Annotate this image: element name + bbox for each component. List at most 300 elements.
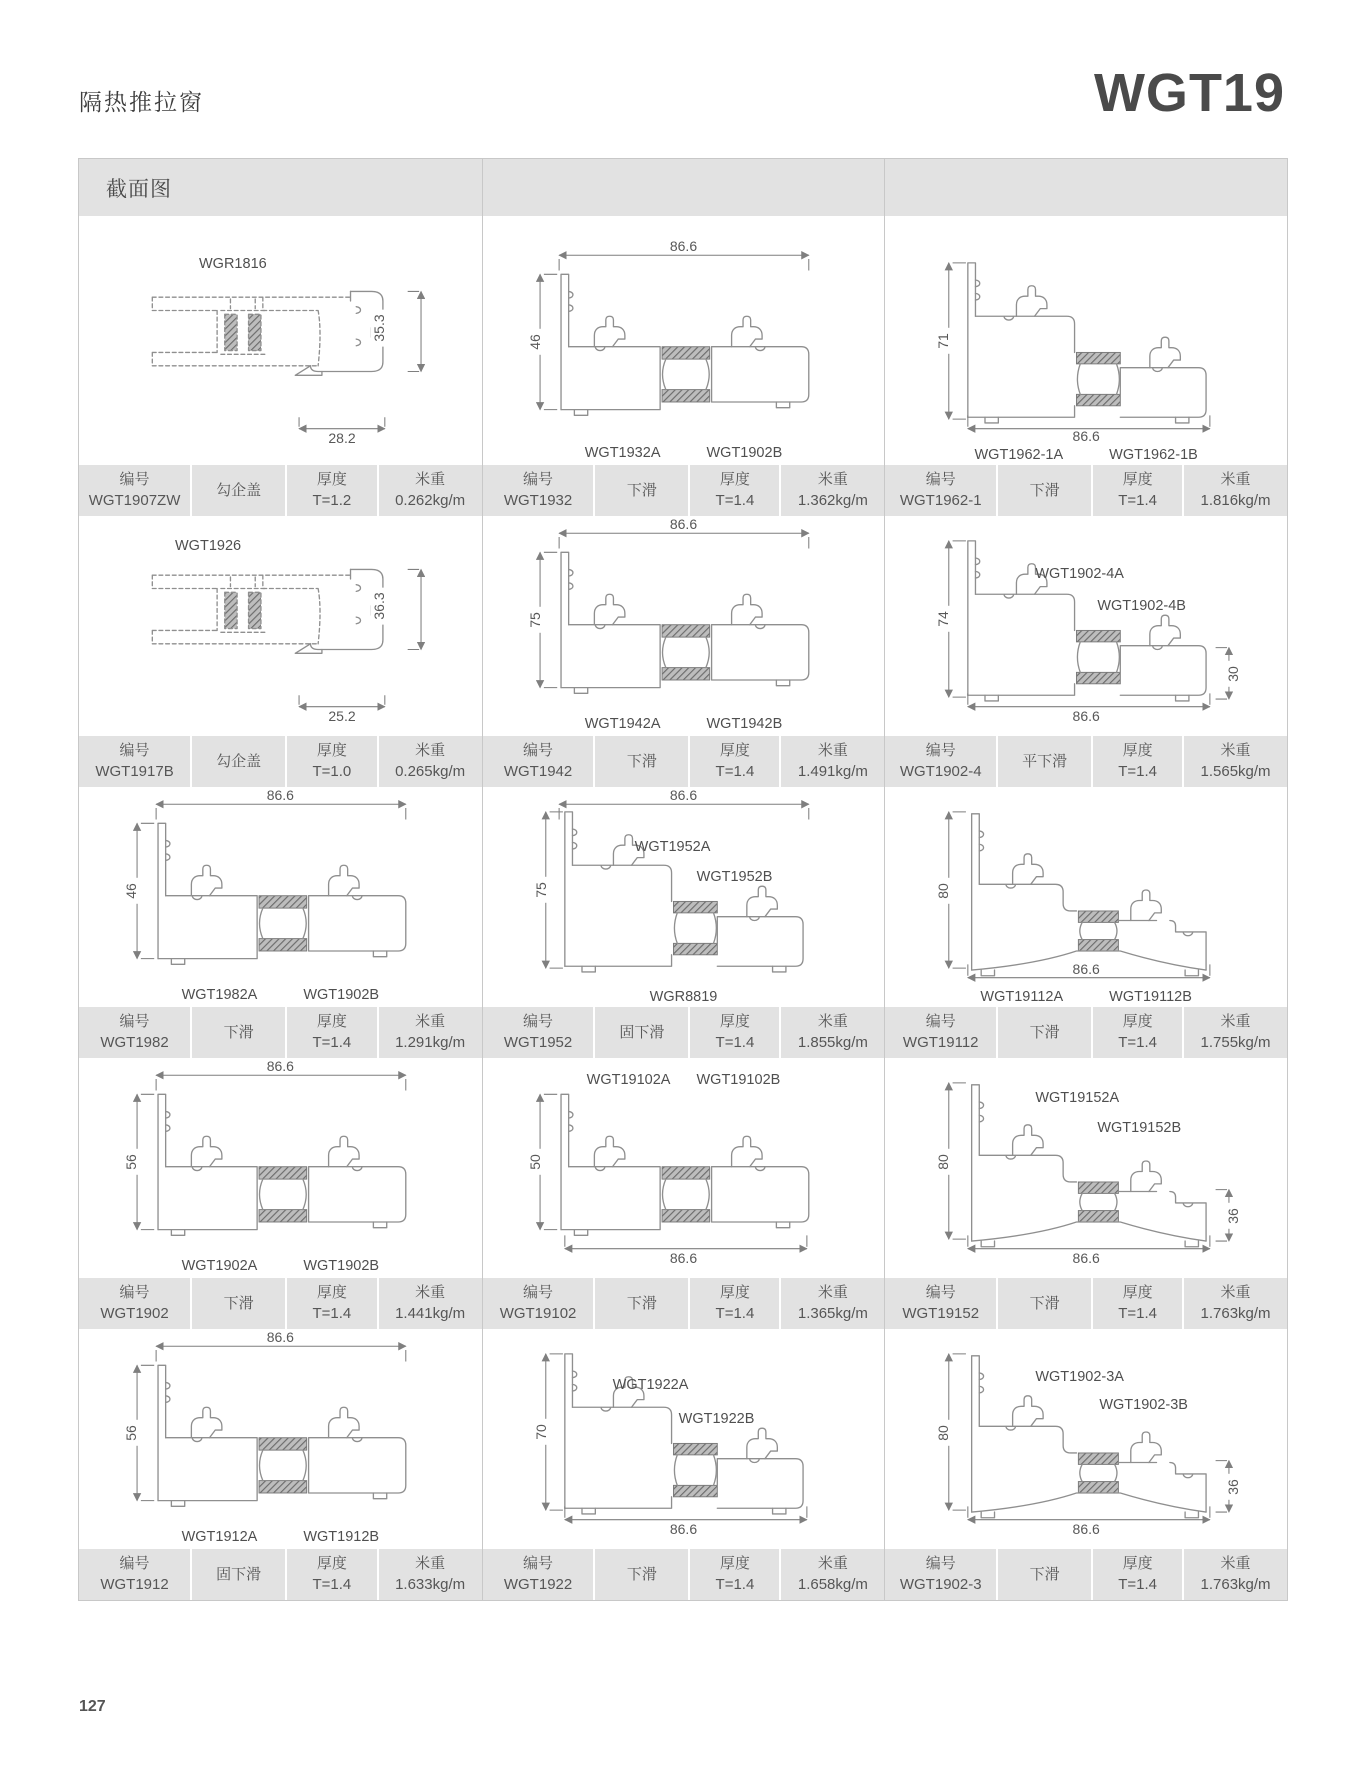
dim-top-value: 86.6 — [669, 787, 698, 803]
spec-thickness-header: 厚度 — [1122, 1013, 1153, 1030]
spec-weight-header: 米重 — [415, 1284, 446, 1301]
spec-weight-cell — [781, 465, 884, 516]
spec-thickness-value: T=1.4 — [312, 1034, 352, 1051]
profile-drawing — [924, 1331, 1248, 1531]
section-header: 截面图 — [106, 177, 172, 201]
catalog-row — [79, 216, 1287, 516]
dim-line-left — [949, 263, 966, 419]
spec-name-cell — [595, 1278, 688, 1329]
spec-weight-header: 米重 — [1220, 1555, 1251, 1572]
catalog-row — [79, 1329, 1287, 1600]
part-label: WGT1926 — [175, 538, 242, 554]
spec-code-value: WGT19102 — [499, 1305, 577, 1322]
spec-code-cell — [885, 736, 996, 787]
spec-table — [885, 1005, 1287, 1058]
spec-code-header: 编号 — [523, 1555, 554, 1572]
part-label-b: WGT1942B — [706, 716, 783, 732]
spec-weight-value: 0.265kg/m — [395, 763, 466, 780]
spec-weight-header: 米重 — [415, 742, 446, 759]
spec-weight-value: 0.262kg/m — [395, 492, 466, 509]
spec-thickness-header: 厚度 — [316, 1013, 347, 1030]
spec-weight-cell — [379, 1549, 482, 1600]
spec-thickness-cell — [690, 1549, 779, 1600]
spec-table — [885, 1276, 1287, 1329]
spec-code-header: 编号 — [119, 471, 150, 488]
section-diagram — [885, 787, 1287, 1005]
dim-line-top — [156, 1075, 406, 1090]
catalog-cell-wgt1902-4 — [884, 516, 1287, 787]
profile-drawing — [521, 240, 845, 440]
profile-drawing — [118, 789, 442, 989]
spec-code-value: WGT1942 — [503, 763, 573, 780]
spec-code-value: WGT1912 — [100, 1576, 169, 1593]
spec-code-header: 编号 — [523, 742, 554, 759]
spec-weight-cell — [379, 465, 482, 516]
dim-left-value: 50 — [527, 1149, 543, 1175]
catalog-cell-wgt1917b — [79, 516, 482, 787]
spec-code-header: 编号 — [925, 742, 956, 759]
spec-name-cell — [998, 1007, 1091, 1058]
spec-thickness-value: T=1.4 — [1118, 763, 1157, 780]
spec-name-value: 下滑 — [626, 1294, 657, 1312]
spec-table — [885, 734, 1287, 787]
spec-code-cell — [79, 1549, 190, 1600]
grid-header-cell — [79, 159, 482, 216]
spec-code-cell — [885, 1278, 996, 1329]
spec-name-value: 下滑 — [626, 1565, 657, 1583]
part-label-b: WGT1922B — [678, 1411, 755, 1427]
spec-name-value: 下滑 — [1029, 1565, 1060, 1583]
spec-table — [79, 463, 482, 516]
catalog-cell-wgt1907zw — [79, 216, 482, 516]
spec-table — [79, 1005, 482, 1058]
spec-thickness-cell — [690, 1007, 779, 1058]
section-diagram — [483, 216, 885, 463]
profile-outline — [562, 1094, 810, 1235]
spec-weight-header: 米重 — [415, 1555, 446, 1572]
spec-table — [483, 463, 885, 516]
part-label-a: WGT1932A — [584, 445, 661, 461]
dim-line-top — [156, 804, 406, 819]
catalog-row — [79, 787, 1287, 1058]
dim-left-value: 75 — [533, 877, 549, 903]
spec-thickness-value: T=1.4 — [1118, 1305, 1157, 1322]
spec-thickness-header: 厚度 — [316, 1555, 347, 1572]
spec-weight-cell — [379, 736, 482, 787]
spec-thickness-cell — [690, 1278, 779, 1329]
dim-left-value: 56 — [123, 1420, 139, 1446]
section-diagram — [483, 1329, 885, 1547]
spec-weight-value: 1.755kg/m — [1200, 1034, 1271, 1051]
spec-weight-header: 米重 — [1220, 742, 1251, 759]
model-code: WGT19 — [1093, 63, 1285, 123]
spec-weight-cell — [781, 1549, 884, 1600]
spec-weight-value: 1.855kg/m — [797, 1034, 868, 1051]
grid-header-cell — [884, 159, 1287, 216]
spec-weight-cell — [1184, 1278, 1287, 1329]
spec-weight-value: 1.291kg/m — [395, 1034, 466, 1051]
spec-weight-cell — [781, 1278, 884, 1329]
part-label-b: WGT19112B — [1109, 989, 1192, 1005]
part-labels — [483, 716, 885, 732]
spec-table — [79, 734, 482, 787]
spec-weight-cell — [781, 1007, 884, 1058]
profile-drawing — [118, 1060, 442, 1260]
spec-thickness-value: T=1.4 — [715, 1576, 755, 1593]
spec-thickness-value: T=1.4 — [1118, 1034, 1157, 1051]
part-label: WGR1816 — [199, 256, 267, 272]
spec-table — [79, 1276, 482, 1329]
part-label-b: WGT1952B — [696, 869, 773, 885]
spec-table — [483, 1276, 885, 1329]
dim-line-right — [408, 291, 421, 371]
profile-outline — [158, 1365, 406, 1506]
spec-thickness-cell — [287, 1549, 376, 1600]
spec-table — [483, 1005, 885, 1058]
spec-code-header: 编号 — [925, 471, 956, 488]
spec-name-value: 下滑 — [1029, 1294, 1060, 1312]
spec-code-header: 编号 — [119, 742, 150, 759]
spec-table — [885, 463, 1287, 516]
dim-right-value: 36 — [1225, 1203, 1241, 1229]
spec-code-header: 编号 — [119, 1284, 150, 1301]
spec-code-header: 编号 — [523, 471, 554, 488]
part-labels — [79, 1529, 482, 1545]
spec-thickness-header: 厚度 — [719, 471, 750, 488]
dim-right-value: 30 — [1225, 661, 1241, 687]
section-diagram — [885, 1058, 1287, 1276]
dim-line-left — [137, 1365, 154, 1500]
spec-weight-header: 米重 — [1220, 1013, 1251, 1030]
dim-top-value: 86.6 — [266, 787, 294, 803]
spec-weight-value: 1.362kg/m — [797, 492, 868, 509]
part-label-a: WGT1952A — [634, 839, 711, 855]
dim-left-value: 80 — [935, 1420, 951, 1446]
spec-thickness-header: 厚度 — [316, 742, 347, 759]
spec-weight-header: 米重 — [817, 1284, 848, 1301]
spec-code-value: WGT1902-3 — [899, 1576, 982, 1593]
spec-thickness-value: T=1.4 — [715, 1305, 755, 1322]
dim-line-bottom — [565, 1235, 807, 1248]
spec-thickness-value: T=1.4 — [715, 763, 755, 780]
dim-bottom-value: 86.6 — [1072, 1521, 1100, 1537]
spec-thickness-header: 厚度 — [719, 1013, 750, 1030]
spec-name-value: 下滑 — [223, 1294, 254, 1312]
dim-line-left — [137, 823, 154, 958]
spec-code-header: 编号 — [119, 1555, 150, 1572]
spec-thickness-value: T=1.0 — [312, 763, 352, 780]
dim-left-value: 46 — [527, 329, 543, 355]
profile-drawing — [521, 518, 845, 718]
spec-name-cell — [192, 465, 285, 516]
spec-table — [79, 1547, 482, 1600]
spec-name-value: 下滑 — [1029, 1023, 1060, 1041]
profile-drawing — [521, 1060, 845, 1260]
dim-left-value: 80 — [935, 878, 951, 904]
dim-line-bottom — [299, 417, 385, 428]
profile-drawing — [924, 240, 1248, 440]
spec-code-header: 编号 — [925, 1013, 956, 1030]
spec-code-header: 编号 — [119, 1013, 150, 1030]
profile-outline — [972, 1085, 1206, 1247]
dim-line-left — [949, 1083, 966, 1239]
part-labels — [885, 989, 1287, 1005]
section-diagram — [79, 787, 482, 1005]
spec-weight-header: 米重 — [817, 471, 848, 488]
spec-thickness-cell — [1093, 1278, 1182, 1329]
spec-thickness-header: 厚度 — [1122, 1284, 1153, 1301]
dim-right-value: 36 — [1225, 1474, 1241, 1500]
spec-weight-cell — [1184, 736, 1287, 787]
dim-bottom-value: 86.6 — [1072, 428, 1100, 444]
spec-name-cell — [998, 736, 1091, 787]
catalog-cell-wgt1902 — [79, 1058, 482, 1329]
spec-code-cell — [79, 736, 190, 787]
spec-weight-header: 米重 — [1220, 1284, 1251, 1301]
section-diagram — [483, 1058, 885, 1276]
dim-left-value: 71 — [935, 328, 951, 354]
spec-thickness-cell — [287, 1007, 376, 1058]
part-label-b: WGT1902-3B — [1099, 1397, 1188, 1413]
dim-line-left — [949, 541, 966, 697]
spec-weight-value: 1.763kg/m — [1200, 1576, 1271, 1593]
part-labels — [79, 987, 482, 1003]
profile-outline — [972, 814, 1206, 976]
spec-name-cell — [595, 465, 688, 516]
profile-outline — [565, 812, 803, 972]
section-diagram — [483, 516, 885, 734]
part-label-b: WGT1912B — [303, 1529, 380, 1545]
profile-drawing — [118, 240, 442, 440]
dim-line-left — [541, 1094, 558, 1229]
dim-bottom-value: 86.6 — [669, 1521, 698, 1537]
part-label-b: WGT19152B — [1097, 1120, 1182, 1136]
spec-code-cell — [483, 1278, 594, 1329]
spec-code-cell — [79, 465, 190, 516]
dim-bottom-value: 86.6 — [669, 1250, 698, 1266]
profile-outline — [158, 1094, 406, 1235]
spec-weight-cell — [781, 736, 884, 787]
spec-weight-header: 米重 — [415, 1013, 446, 1030]
spec-code-value: WGT1902 — [100, 1305, 169, 1322]
page-title: 隔热推拉窗 — [79, 89, 204, 115]
spec-code-value: WGT1932 — [503, 492, 573, 509]
dim-line-top — [560, 804, 810, 819]
dim-right-value: 36.3 — [371, 587, 387, 624]
part-label-b: WGT1902B — [303, 1258, 380, 1274]
spec-code-cell — [483, 1007, 594, 1058]
dim-bottom-value: 86.6 — [1072, 708, 1100, 724]
dim-top-value: 86.6 — [669, 238, 698, 254]
spec-name-value: 下滑 — [223, 1023, 254, 1041]
spec-name-cell — [595, 736, 688, 787]
dim-top-value: 86.6 — [266, 1058, 294, 1074]
part-label-a: WGT1902A — [181, 1258, 258, 1274]
spec-thickness-cell — [690, 465, 779, 516]
spec-name-value: 下滑 — [626, 481, 657, 499]
dim-bottom-value: 28.2 — [328, 430, 356, 446]
spec-thickness-header: 厚度 — [1122, 742, 1153, 759]
spec-name-value: 下滑 — [626, 752, 657, 770]
part-label-a: WGT19112A — [980, 989, 1064, 1005]
grid-header-band — [79, 159, 1287, 216]
dim-line-left — [949, 812, 966, 968]
dim-left-value: 56 — [123, 1149, 139, 1175]
part-label-b: WGT1962-1B — [1109, 447, 1198, 463]
spec-thickness-value: T=1.4 — [715, 492, 755, 509]
section-diagram — [79, 516, 482, 734]
profile-outline — [562, 552, 810, 693]
catalog-cell-wgt1922 — [482, 1329, 885, 1600]
dim-line-top — [560, 255, 810, 270]
spec-thickness-value: T=1.4 — [1118, 492, 1157, 509]
spec-code-cell — [483, 465, 594, 516]
profile-outline — [153, 569, 384, 653]
spec-weight-value: 1.763kg/m — [1200, 1305, 1271, 1322]
section-diagram — [79, 216, 482, 463]
spec-name-cell — [192, 1549, 285, 1600]
part-label-a: WGT1902-3A — [1035, 1369, 1124, 1385]
part-label-b: WGT1902B — [303, 987, 380, 1003]
spec-code-cell — [483, 1549, 594, 1600]
catalog-cell-wgt19112 — [884, 787, 1287, 1058]
catalog-cell-wgt19102 — [482, 1058, 885, 1329]
part-label-a: WGT1962-1A — [974, 447, 1064, 463]
dim-line-bottom — [299, 695, 385, 706]
page-number: 127 — [79, 1698, 106, 1715]
part-labels — [79, 1258, 482, 1274]
spec-code-value: WGT1952 — [503, 1034, 573, 1051]
dim-top-value: 86.6 — [266, 1329, 294, 1345]
spec-code-cell — [79, 1278, 190, 1329]
profile-drawing — [521, 1331, 845, 1531]
spec-weight-header: 米重 — [817, 742, 848, 759]
dim-left-value: 70 — [533, 1419, 549, 1445]
spec-table — [483, 734, 885, 787]
dim-line-left — [137, 1094, 154, 1229]
spec-name-cell — [192, 1007, 285, 1058]
spec-code-value: WGT1902-4 — [899, 763, 982, 780]
spec-weight-cell — [379, 1278, 482, 1329]
spec-thickness-value: T=1.4 — [312, 1305, 352, 1322]
catalog-cell-wgt1902-3 — [884, 1329, 1287, 1600]
dim-line-left — [541, 552, 558, 687]
dim-line-top — [560, 533, 810, 548]
part-label-extra: WGR8819 — [649, 989, 718, 1005]
spec-weight-header: 米重 — [1220, 471, 1251, 488]
dim-left-value: 74 — [935, 606, 951, 632]
spec-thickness-header: 厚度 — [1122, 471, 1153, 488]
spec-code-value: WGT1917B — [95, 763, 174, 780]
spec-weight-value: 1.816kg/m — [1200, 492, 1271, 509]
spec-name-value: 勾企盖 — [216, 481, 262, 499]
spec-code-cell — [79, 1007, 190, 1058]
spec-code-value: WGT1907ZW — [88, 492, 181, 509]
part-labels — [483, 1072, 885, 1088]
spec-thickness-header: 厚度 — [316, 1284, 347, 1301]
spec-code-cell — [885, 465, 996, 516]
spec-weight-value: 1.565kg/m — [1200, 763, 1271, 780]
spec-code-cell — [483, 736, 594, 787]
profile-drawing — [118, 1331, 442, 1531]
part-label-a: WGT1902-4A — [1035, 566, 1124, 582]
spec-thickness-cell — [287, 465, 376, 516]
part-label-a: WGT1912A — [181, 1529, 258, 1545]
spec-name-cell — [998, 465, 1091, 516]
dim-bottom-value: 25.2 — [328, 708, 356, 724]
catalog-cell-wgt1982 — [79, 787, 482, 1058]
profile-outline — [968, 541, 1206, 701]
profile-catalog-grid — [78, 158, 1288, 1601]
section-diagram — [79, 1329, 482, 1547]
spec-code-value: WGT19152 — [902, 1305, 980, 1322]
spec-code-cell — [885, 1007, 996, 1058]
spec-code-cell — [885, 1549, 996, 1600]
spec-weight-header: 米重 — [817, 1555, 848, 1572]
catalog-cell-wgt1942 — [482, 516, 885, 787]
part-label-a: WGT1942A — [584, 716, 661, 732]
spec-thickness-cell — [287, 736, 376, 787]
dim-bottom-value: 86.6 — [1067, 961, 1106, 977]
profile-drawing — [118, 518, 442, 718]
dim-left-value: 46 — [123, 878, 139, 904]
spec-name-value: 固下滑 — [216, 1565, 262, 1583]
dim-top-value: 86.6 — [669, 516, 698, 532]
spec-name-value: 下滑 — [1029, 481, 1060, 499]
dim-line-right — [408, 569, 421, 649]
dim-line-left — [949, 1354, 966, 1510]
spec-code-value: WGT19112 — [902, 1034, 979, 1051]
spec-name-cell — [998, 1549, 1091, 1600]
spec-code-header: 编号 — [925, 1284, 956, 1301]
spec-name-value: 固下滑 — [619, 1023, 665, 1041]
part-label-b: WGT1902-4B — [1097, 598, 1186, 614]
part-label-a: WGT19152A — [1035, 1090, 1120, 1106]
dim-left-value: 80 — [935, 1149, 951, 1175]
section-diagram — [483, 787, 885, 1005]
part-label-a: WGT1922A — [612, 1377, 689, 1393]
part-labels — [885, 447, 1287, 463]
spec-weight-header: 米重 — [415, 471, 446, 488]
spec-table — [885, 1547, 1287, 1600]
spec-name-cell — [595, 1549, 688, 1600]
profile-outline — [153, 291, 384, 375]
spec-name-cell — [595, 1007, 688, 1058]
spec-weight-cell — [1184, 465, 1287, 516]
spec-thickness-cell — [1093, 465, 1182, 516]
dim-line-left — [541, 274, 558, 409]
spec-thickness-value: T=1.2 — [312, 492, 352, 509]
spec-thickness-value: T=1.4 — [715, 1034, 755, 1051]
spec-weight-header: 米重 — [817, 1013, 848, 1030]
catalog-row — [79, 1058, 1287, 1329]
spec-weight-cell — [1184, 1007, 1287, 1058]
spec-code-header: 编号 — [925, 1555, 956, 1572]
profile-drawing — [924, 789, 1248, 989]
spec-code-value: WGT1982 — [100, 1034, 169, 1051]
dim-left-value: 75 — [527, 607, 543, 633]
spec-thickness-value: T=1.4 — [312, 1576, 352, 1593]
dim-line-top — [156, 1346, 406, 1361]
spec-thickness-cell — [690, 736, 779, 787]
catalog-cell-wgt1912 — [79, 1329, 482, 1600]
spec-name-value: 平下滑 — [1022, 752, 1068, 770]
spec-weight-value: 1.365kg/m — [797, 1305, 868, 1322]
dim-right-value: 35.3 — [371, 309, 387, 346]
spec-thickness-header: 厚度 — [316, 471, 347, 488]
spec-code-value: WGT1922 — [503, 1576, 573, 1593]
spec-table — [483, 1547, 885, 1600]
